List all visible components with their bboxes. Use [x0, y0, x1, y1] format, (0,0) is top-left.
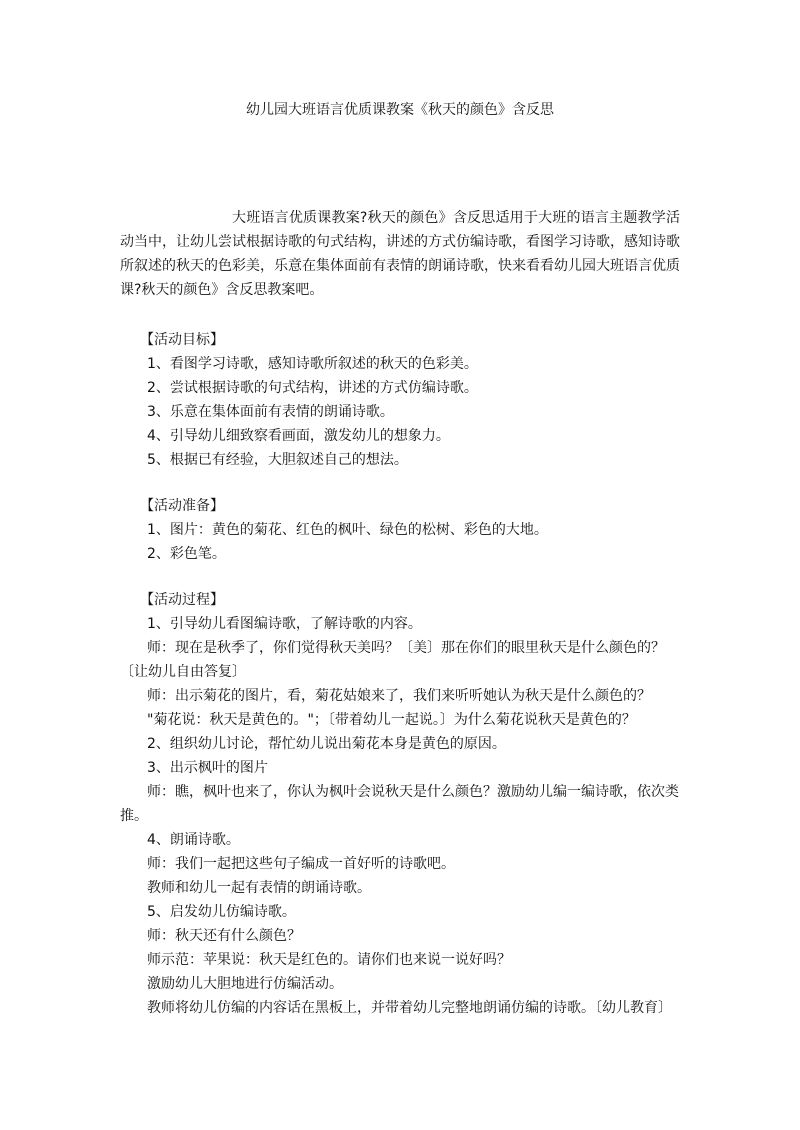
goal-item: 3、乐意在集体面前有表情的朗诵诗歌。 [147, 404, 394, 420]
intro-paragraph: 大班语言优质课教案?秋天的颜色》含反思适用于大班的语言主题教学活动当中，让幼儿尝试根据诗歌的句式结构，讲述的方式仿编诗歌，看图学习诗歌，感知诗歌所叙述的秋天的色彩美，乐意在集体面前有表情的朗诵诗歌，快来看看幼儿园大班语言优质课?秋天的颜色》含反思教案吧。 [120, 210, 680, 298]
goal-item: 2、尝试根据诗歌的句式结构，讲述的方式仿编诗歌。 [147, 380, 478, 396]
process-line: 师：我们一起把这些句子编成一首好听的诗歌吧。 [147, 856, 455, 872]
process-line: 4、朗诵诗歌。 [147, 832, 240, 848]
process-line: 2、组织幼儿讨论，帮忙幼儿说出菊花本身是黄色的原因。 [147, 736, 506, 752]
process-line: "菊花说：秋天是黄色的。"；〔带着幼儿一起说。〕为什么菊花说秋天是黄色的？ [147, 712, 636, 728]
section-gap [120, 472, 680, 494]
process-line: 师示范：苹果说：秋天是红色的。请你们也来说一说好吗？ [147, 952, 511, 968]
process-line: 师：秋天还有什么颜色？ [147, 928, 301, 944]
process-line: 教师将幼儿仿编的内容话在黑板上，并带着幼儿完整地朗诵仿编的诗歌。〔幼儿教育〕 [147, 1000, 672, 1016]
prep-heading: 【活动准备】 [140, 498, 224, 514]
goal-item: 5、根据已有经验，大胆叙述自己的想法。 [147, 452, 408, 468]
process-line: 1、引导幼儿看图编诗歌，了解诗歌的内容。 [147, 616, 422, 632]
process-line: 激励幼儿大胆地进行仿编活动。 [147, 976, 343, 992]
prep-item: 1、图片：黄色的菊花、红色的枫叶、绿色的松树、彩色的大地。 [147, 522, 548, 538]
prep-item: 2、彩色笔。 [147, 546, 226, 562]
document-body [120, 328, 680, 1020]
process-line: 5、启发幼儿仿编诗歌。 [147, 904, 296, 920]
process-heading: 【活动过程】 [140, 592, 224, 608]
goal-item: 1、看图学习诗歌，感知诗歌所叙述的秋天的色彩美。 [147, 356, 478, 372]
goals-heading: 【活动目标】 [140, 332, 224, 348]
process-line: 3、出示枫叶的图片 [147, 760, 268, 776]
document-title: 幼儿园大班语言优质课教案《秋天的颜色》含反思 [246, 102, 554, 118]
process-line: 师：瞧，枫叶也来了，你认为枫叶会说秋天是什么颜色？激励幼儿编一编诗歌，依次类推。 [120, 784, 679, 824]
process-line: 教师和幼儿一起有表情的朗诵诗歌。 [147, 880, 371, 896]
goal-item: 4、引导幼儿细致察看画面，激发幼儿的想象力。 [147, 428, 450, 444]
section-gap [120, 566, 680, 588]
process-line: 师：出示菊花的图片，看，菊花姑娘来了，我们来听听她认为秋天是什么颜色的？ [147, 688, 651, 704]
process-line: 师：现在是秋季了，你们觉得秋天美吗？〔美〕那在你们的眼里秋天是什么颜色的？〔让幼儿自由答复〕 [120, 640, 665, 680]
